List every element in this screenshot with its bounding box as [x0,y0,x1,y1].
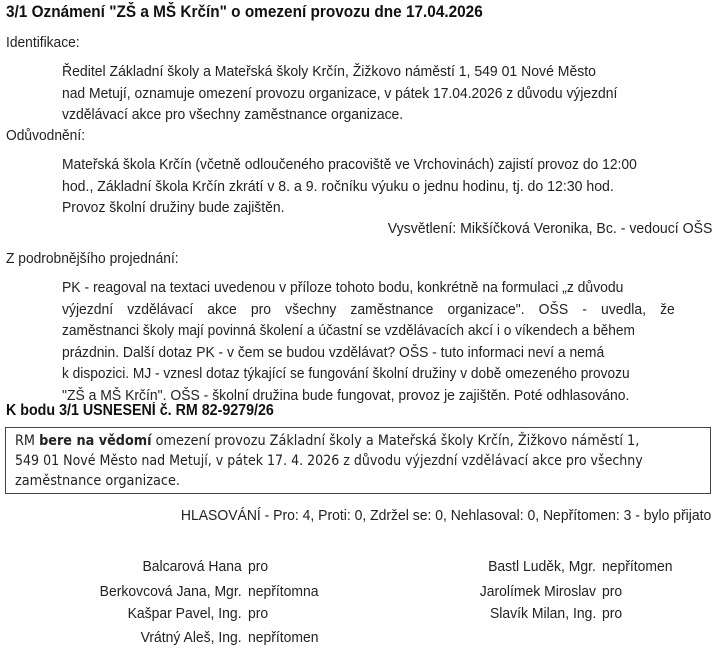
text-line: PK - reagoval na textaci uvedenou v příloze tohoto bodu, konkrétně na formulaci „z důvodu [62,279,624,296]
resolution-line [15,433,639,449]
member-vote: nepřítomen [248,629,319,646]
resolution-prefix: RM [15,433,40,449]
member-vote: pro [248,605,269,622]
member-row [0,605,623,625]
text-line: hod., Základní škola Krčín zkrátí v 8. a 9. ročníku výuku o jednu hodinu, tj. do 12:30 hod. [62,177,614,195]
member-row [0,583,623,603]
discussion-text [62,277,712,406]
identification-text [62,61,712,126]
explained-by: Vysvětlení: Mikšíčková Veronika, Bc. - vedoucí OŠS [387,220,712,237]
member-name: Vrátný Aleš, Ing. [140,629,242,646]
justification-text [62,154,712,219]
text-line: Mateřská škola Krčín (včetně odloučeného pracoviště ve Vrchovinách) zajistí provoz do 12:00 [62,156,637,173]
text-line: vzdělávací akce pro všechny zaměstnance organizace. [62,106,404,123]
member-row [0,558,673,578]
text-line: Ředitel Základní školy a Mateřská školy Krčín, Žižkovo náměstí 1, 549 01 Nové Město [62,63,596,80]
discussion-label: Z podrobnějšího projednání: [6,250,179,267]
resolution-line: 549 01 Nové Město nad Metují, v pátek 17. 4. 2026 z důvodu výjezdní vzdělávací akce pro všechny [15,453,643,469]
text-line: "ZŠ a MŠ Krčín". OŠS - školní družina bude fungovat, provoz je zajištěn. Poté odhlasováno. [62,386,630,404]
item-title: 3/1 Oznámení "ZŠ a MŠ Krčín" o omezení provozu dne 17.04.2026 [6,3,483,21]
resolution-heading: K bodu 3/1 USNESENÍ č. RM 82-9279/26 [6,402,274,419]
justification-label: Odůvodnění: [6,127,86,144]
member-name: Slavík Milan, Ing. [489,605,596,622]
member-row [0,629,319,649]
member-vote: pro [602,583,623,600]
text-line: výjezdní vzdělávací akce pro všechny zaměstnance organizace". OŠS - uvedla, že [62,300,675,318]
member-vote: pro [602,605,623,622]
voting-summary: HLASOVÁNÍ - Pro: 4, Proti: 0, Zdržel se: 0, Nehlasoval: 0, Nepřítomen: 3 - bylo přijato [180,507,711,524]
member-name: Jarolímek Miroslav [479,583,596,600]
member-name: Balcarová Hana [142,558,242,575]
member-vote: nepřítomen [602,558,673,575]
member-vote: nepřítomna [248,583,319,600]
text-line: k dispozici. MJ - vznesl dotaz týkající se fungování školní družiny v době omezeného provozu [62,365,630,382]
member-name: Kašpar Pavel, Ing. [128,605,242,622]
member-vote: pro [248,558,269,575]
resolution-line: zaměstnance organizace. [15,473,181,489]
member-name: Berkovcová Jana, Mgr. [100,583,242,600]
text-line: zaměstnanci školy mají povinná školení a účastní se vzdělávacích akcí i o víkendech a během [62,322,635,339]
resolution-text: omezení provozu Základní školy a Mateřská školy Krčín, Žižkovo náměstí 1, [151,433,640,449]
resolution-verb: bere na vědomí [39,433,152,449]
identification-label: Identifikace: [6,34,80,51]
resolution-box [5,427,711,494]
text-line: nad Metují, oznamuje omezení provozu organizace, v pátek 17.04.2026 z důvodu výjezdní [62,84,618,102]
text-line: prázdnin. Další dotaz PK - v čem se budou vzdělávat? OŠS - tuto informaci neví a nemá [62,343,605,361]
text-line: Provoz školní družiny bude zajištěn. [62,199,285,216]
member-name: Bastl Luděk, Mgr. [488,558,596,575]
